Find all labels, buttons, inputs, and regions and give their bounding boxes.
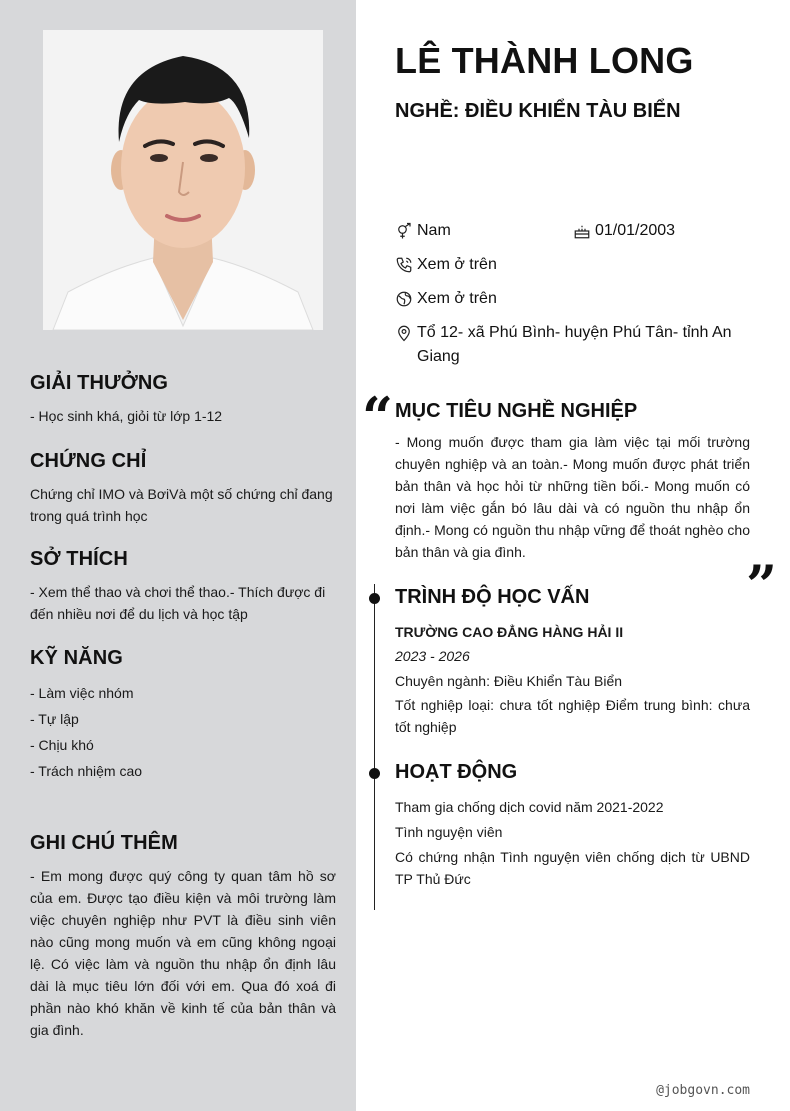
certificates-title: CHỨNG CHỈ (30, 450, 147, 472)
school-name: TRƯỜNG CAO ĐẲNG HÀNG HẢI II (395, 624, 624, 640)
birthdate-row (573, 219, 675, 243)
profile-photo (43, 30, 323, 330)
skill-item: - Tự lập (30, 711, 79, 727)
gender-row (395, 219, 451, 243)
hobbies-title: SỞ THÍCH (30, 548, 128, 570)
address-value: Tổ 12- xã Phú Bình- huyện Phú Tân- tỉnh An Giang (417, 324, 732, 365)
notes-title: GHI CHÚ THÊM (30, 832, 178, 854)
skill-item: - Làm việc nhóm (30, 685, 134, 701)
education-result: Tốt nghiệp loại: chưa tốt nghiệp Điểm trung bình: chưa tốt nghiệp (395, 697, 750, 735)
open-quote-icon: “ (362, 385, 394, 449)
certificates-section (30, 450, 336, 527)
skills-title: KỸ NĂNG (30, 647, 123, 669)
skills-section (30, 647, 336, 784)
certificates-text: Chứng chỉ IMO và BơiVà một số chứng chỉ đang trong quá trình học (30, 486, 333, 524)
address-row (395, 321, 740, 369)
activity-item: Tham gia chống dịch covid năm 2021-2022 (395, 799, 664, 815)
objective-text: - Mong muốn được tham gia làm việc tại mối trường chuyên nghiệp và an toàn.- Mong muốn được phát triển bản thân và học hỏi từ những tiền bối.- Mong muốn có nơi làm việc gắn bó lâu dài và có nguồn thu nhập ổn định.- Mong có nguồn thu nhập vững để thoát nghèo cho bản thân và gia đình. (395, 434, 750, 560)
gender-icon (395, 219, 417, 243)
hobbies-text: - Xem thể thao và chơi thể thao.- Thích được đi đến nhiều nơi để du lịch và học tập (30, 584, 326, 622)
close-quote-icon: ” (746, 553, 778, 617)
education-title: TRÌNH ĐỘ HỌC VẤN (395, 586, 590, 608)
job-title: NGHỀ: ĐIỀU KHIỂN TÀU BIỂN (395, 100, 681, 122)
education-major: Chuyên ngành: Điều Khiển Tàu Biển (395, 673, 623, 689)
website-value: Xem ở trên (417, 290, 497, 307)
awards-title: GIẢI THƯỞNG (30, 372, 169, 394)
footer-credit: @jobgovn.com (656, 1083, 750, 1098)
awards-text: - Học sinh khá, giỏi từ lớp 1-12 (30, 408, 223, 424)
notes-text: - Em mong được quý công ty quan tâm hồ sơ của em. Được tạo điều kiện và môi trường làm việc chuyên nghiệp như PVT là điều sinh viên nào cũng mong muốn và em cũng không ngoại lệ. Có việc làm và nguồn thu nhập ổn định lâu dài là mục tiêu lớn đối với em. Qua đó xoá đi phần nào khó khăn về kinh tế của bản thân và gia đình. (30, 868, 336, 1038)
awards-section (30, 372, 336, 427)
phone-value: Xem ở trên (417, 256, 497, 273)
globe-icon (395, 287, 417, 311)
cake-icon (573, 219, 595, 243)
website-row (395, 287, 497, 311)
activity-item: Tình nguyện viên (395, 824, 503, 840)
skill-item: - Chịu khó (30, 737, 94, 753)
timeline-line (374, 584, 375, 910)
skill-item: - Trách nhiệm cao (30, 763, 143, 779)
objective-title: MỤC TIÊU NGHỀ NGHIỆP (395, 400, 638, 422)
candidate-name: LÊ THÀNH LONG (395, 40, 694, 81)
hobbies-section (30, 548, 336, 625)
education-period: 2023 - 2026 (395, 648, 470, 664)
phone-row (395, 253, 497, 277)
timeline-dot (369, 768, 380, 779)
location-pin-icon (395, 321, 417, 345)
activities-title: HOẠT ĐỘNG (395, 761, 518, 783)
birthdate-value: 01/01/2003 (595, 222, 676, 239)
phone-icon (395, 253, 417, 277)
notes-section (30, 832, 336, 1041)
timeline-dot (369, 593, 380, 604)
activity-item: Có chứng nhận Tình nguyện viên chống dịch từ UBND TP Thủ Đức (395, 849, 750, 887)
gender-value: Nam (417, 222, 451, 239)
